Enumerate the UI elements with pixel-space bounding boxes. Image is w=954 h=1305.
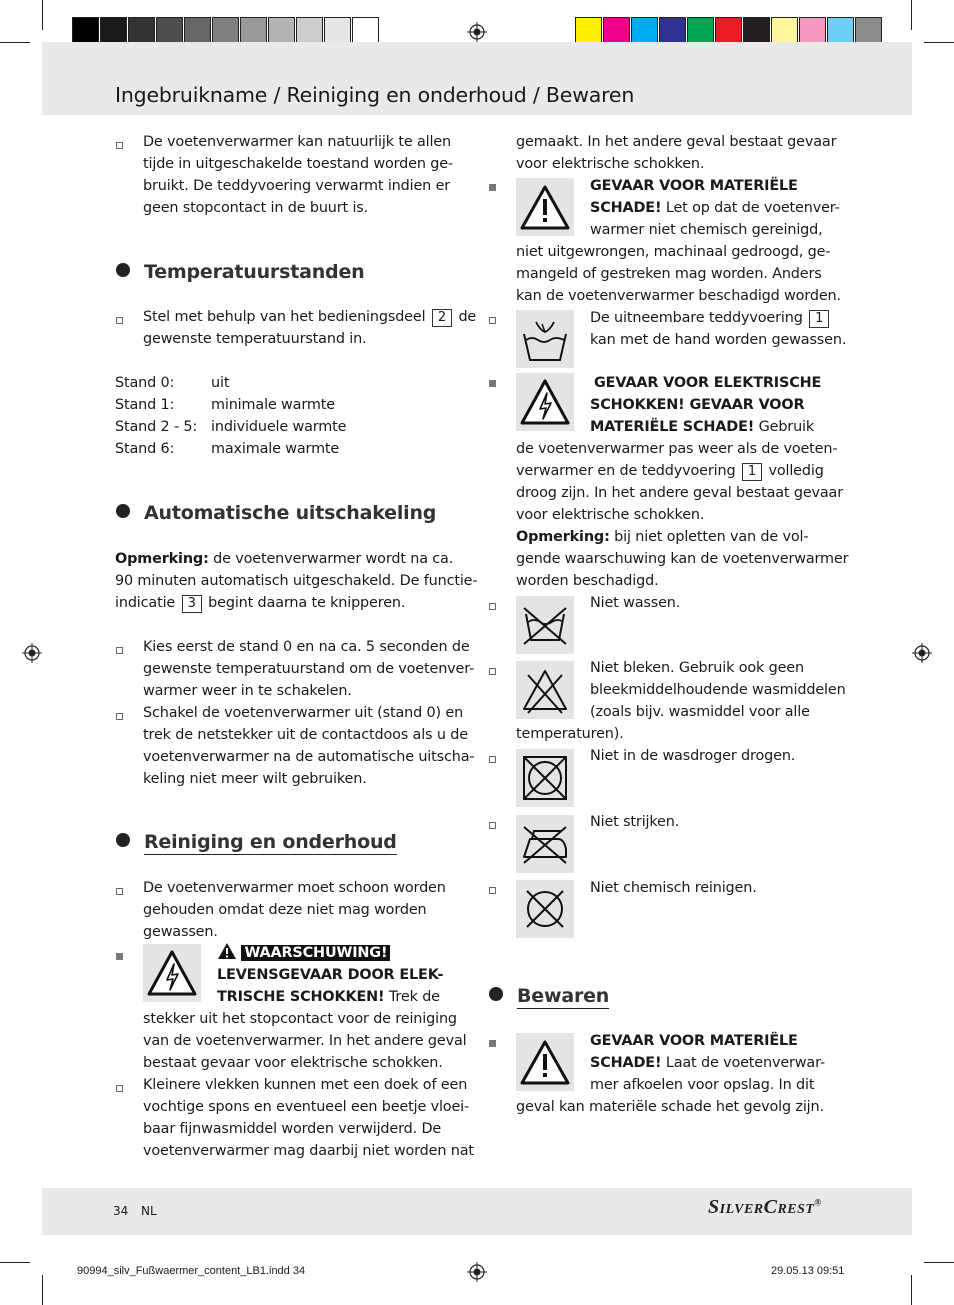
registration-mark-icon [467, 1262, 487, 1282]
temp-instruction-line: gewenste temperatuurstand in. [143, 331, 367, 347]
color-swatch [352, 17, 379, 45]
care-text: bleekmiddelhoudende wasmiddelen [590, 682, 846, 698]
crop-mark [911, 1275, 912, 1305]
part-number: 3 [182, 595, 202, 613]
hand-wash-text: De uitneembare teddyvoering 1 [590, 307, 831, 329]
bullet [489, 756, 496, 763]
color-swatch [771, 17, 798, 45]
continued-line: voor elektrische schokken. [516, 156, 705, 172]
material-warning-line: niet uitgewrongen, machinaal gedroogd, ge- [516, 244, 831, 260]
crop-mark [911, 0, 912, 30]
color-swatch [296, 17, 323, 45]
clean-item-line: gewassen. [143, 924, 218, 940]
clean-item-line: voetenverwarmer mag daarbij niet worden nat [143, 1143, 474, 1159]
clean-item-line: De voetenverwarmer moet schoon worden [143, 880, 446, 896]
intro-line: De voetenverwarmer kan natuurlijk te allen [143, 134, 451, 150]
print-date: 29.05.13 09:51 [771, 1265, 845, 1277]
stand-value: individuele warmte [211, 419, 347, 435]
bullet [116, 1085, 123, 1092]
bullet [489, 184, 496, 191]
color-swatch [603, 17, 630, 45]
registration-mark-icon [912, 643, 932, 663]
part-number: 2 [432, 309, 452, 327]
color-swatch [715, 17, 742, 45]
bullet [116, 888, 123, 895]
crop-mark [924, 42, 954, 43]
color-swatch [156, 17, 183, 45]
stand-value: minimale warmte [211, 397, 335, 413]
bullet [116, 317, 123, 324]
auto-item-line: Kies eerst de stand 0 en na ca. 5 seconden de [143, 639, 470, 655]
section-heading-temperatuurstanden: Temperatuurstanden [116, 261, 364, 283]
temp-instruction: Stel met behulp van het bedieningsdeel 2 de [143, 309, 477, 325]
warning-line: bestaat gevaar voor elektrische schokken. [143, 1055, 443, 1071]
warning-line: van de voetenverwarmer. In het andere geval [143, 1033, 467, 1049]
color-swatch [575, 17, 602, 45]
warning-line: stekker uit het stopcontact voor de reiniging [143, 1011, 457, 1027]
color-swatch [855, 17, 882, 45]
storage-warning-line: geval kan materiële schade het gevolg zijn. [516, 1099, 824, 1115]
stand-label: Stand 0: [115, 375, 175, 391]
stand-label: Stand 6: [115, 441, 175, 457]
clean-item-line: baar fijnwasmiddel worden verwijderd. De [143, 1121, 442, 1137]
stand-value: uit [211, 375, 230, 391]
bullet [489, 380, 496, 387]
warning-header [217, 942, 390, 964]
bullet [489, 1040, 496, 1047]
warning-triangle-icon [217, 942, 237, 960]
page-title: Ingebruikname / Reiniging en onderhoud / Bewaren [115, 83, 635, 107]
color-swatch [631, 17, 658, 45]
color-swatch [324, 17, 351, 45]
care-text: Niet strijken. [590, 814, 680, 830]
do-not-wash-icon [516, 596, 574, 654]
electric-warning-line: droog zijn. In het andere geval bestaat gevaar [516, 485, 843, 501]
clean-item-line: vochtige spons en eventueel een beetje vloei- [143, 1099, 470, 1115]
auto-item-line: Schakel de voetenverwarmer uit (stand 0) en [143, 705, 464, 721]
crop-mark [924, 1262, 954, 1263]
care-text: temperaturen). [516, 726, 624, 742]
crop-mark [0, 1262, 30, 1263]
continued-line: gemaakt. In het andere geval bestaat gevaar [516, 134, 837, 150]
bullet [116, 142, 123, 149]
section-heading-reiniging-en-onderhoud: Reiniging en onderhoud [116, 831, 397, 853]
color-swatch [100, 17, 127, 45]
bullet [116, 713, 123, 720]
color-swatch [184, 17, 211, 45]
color-swatch [212, 17, 239, 45]
material-warning: GEVAAR VOOR MATERIËLE [590, 178, 798, 194]
do-not-bleach-icon [516, 661, 574, 719]
intro-line: tijde in uitgeschakelde toestand worden ge- [143, 156, 453, 172]
bullet [489, 887, 496, 894]
color-swatch [743, 17, 770, 45]
note: Opmerking: bij niet opletten van de vol- [516, 529, 809, 545]
caution-icon [516, 178, 574, 236]
note-line: indicatie 3 begint daarna te knipperen. [115, 595, 406, 611]
storage-warning: GEVAAR VOOR MATERIËLE [590, 1033, 798, 1049]
bullet [489, 822, 496, 829]
color-swatch [827, 17, 854, 45]
electric-warning-line: SCHOKKEN! GEVAAR VOOR [590, 397, 805, 413]
registration-mark-icon [22, 643, 42, 663]
brand-logo: SilverCrest® [708, 1196, 822, 1218]
material-warning: SCHADE! Let op dat de voetenver- [590, 200, 840, 216]
bullet [116, 953, 123, 960]
care-text: (zoals bijv. wasmiddel voor alle [590, 704, 810, 720]
auto-item-line: keling niet meer wilt gebruiken. [143, 771, 367, 787]
warning-label: WAARSCHUWING! [241, 945, 390, 961]
color-swatch [799, 17, 826, 45]
care-text: Niet in de wasdroger drogen. [590, 748, 796, 764]
hand-wash-text: kan met de hand worden gewassen. [590, 332, 847, 348]
hand-wash-icon [516, 310, 574, 368]
clean-item-line: Kleinere vlekken kunnen met een doek of een [143, 1077, 468, 1093]
stand-value: maximale warmte [211, 441, 340, 457]
care-text: Niet chemisch reinigen. [590, 880, 757, 896]
material-warning-line: kan de voetenverwarmer beschadigd worden. [516, 288, 841, 304]
electric-warning-line: verwarmer en de teddyvoering 1 volledig [516, 463, 824, 479]
bullet [489, 668, 496, 675]
electric-warning-line: de voetenverwarmer pas weer als de voeten- [516, 441, 838, 457]
auto-item-line: warmer weer in te schakelen. [143, 683, 352, 699]
do-not-dry-clean-icon [516, 880, 574, 938]
section-heading-automatische-uitschakeling: Automatische uitschakeling [116, 502, 436, 524]
registration-mark-icon [467, 22, 487, 42]
electric-warning-line: GEVAAR VOOR ELEKTRISCHE [594, 375, 822, 391]
electric-warning-line: voor elektrische schokken. [516, 507, 705, 523]
care-text: Niet bleken. Gebruik ook geen [590, 660, 804, 676]
color-swatch [128, 17, 155, 45]
storage-warning-line: mer afkoelen voor opslag. In dit [590, 1077, 815, 1093]
auto-item-line: voetenverwarmer na de automatische uitscha- [143, 749, 475, 765]
part-number: 1 [742, 463, 762, 481]
color-swatch [659, 17, 686, 45]
electric-warning-line: MATERIËLE SCHADE! Gebruik [590, 419, 815, 435]
caution-icon [516, 1033, 574, 1091]
care-text: Niet wassen. [590, 595, 681, 611]
bullet [489, 603, 496, 610]
color-swatch [240, 17, 267, 45]
page-number: 34 [113, 1204, 129, 1218]
storage-warning: SCHADE! Laat de voetenverwar- [590, 1055, 825, 1071]
bullet [116, 647, 123, 654]
crop-mark [42, 0, 43, 30]
material-warning-line: warmer niet chemisch gereinigd, [590, 222, 823, 238]
note-line: 90 minuten automatisch uitgeschakeld. De functie- [115, 573, 478, 589]
color-swatch [268, 17, 295, 45]
do-not-tumble-dry-icon [516, 749, 574, 807]
intro-line: bruikt. De teddyvoering verwarmt indien er [143, 178, 451, 194]
stand-label: Stand 2 - 5: [115, 419, 198, 435]
warning-line: TRISCHE SCHOKKEN! Trek de [217, 989, 440, 1005]
crop-mark [0, 42, 30, 43]
file-info: 90994_silv_Fußwaermer_content_LB1.indd 34 [77, 1265, 306, 1277]
bullet [489, 317, 496, 324]
language-code: NL [141, 1204, 157, 1218]
electric-warning-icon [516, 373, 574, 431]
do-not-iron-icon [516, 815, 574, 873]
stand-label: Stand 1: [115, 397, 175, 413]
auto-item-line: gewenste temperatuurstand om de voetenver- [143, 661, 475, 677]
section-heading-bewaren: Bewaren [489, 985, 609, 1007]
clean-item-line: gehouden omdat deze niet mag worden [143, 902, 427, 918]
part-number: 1 [809, 310, 829, 328]
crop-mark [42, 1275, 43, 1305]
color-swatch [687, 17, 714, 45]
warning-line: LEVENSGEVAAR DOOR ELEK- [217, 967, 444, 983]
note-line: gende waarschuwing kan de voetenverwarmer [516, 551, 849, 567]
intro-line: geen stopcontact in de buurt is. [143, 200, 369, 216]
note-line: worden beschadigd. [516, 573, 659, 589]
note: Opmerking: de voetenverwarmer wordt na ca. [115, 551, 454, 567]
material-warning-line: mangeld of gestreken mag worden. Anders [516, 266, 822, 282]
electric-warning-icon [143, 944, 201, 1002]
color-swatch [72, 17, 99, 45]
auto-item-line: trek de netstekker uit de contactdoos als u de [143, 727, 468, 743]
